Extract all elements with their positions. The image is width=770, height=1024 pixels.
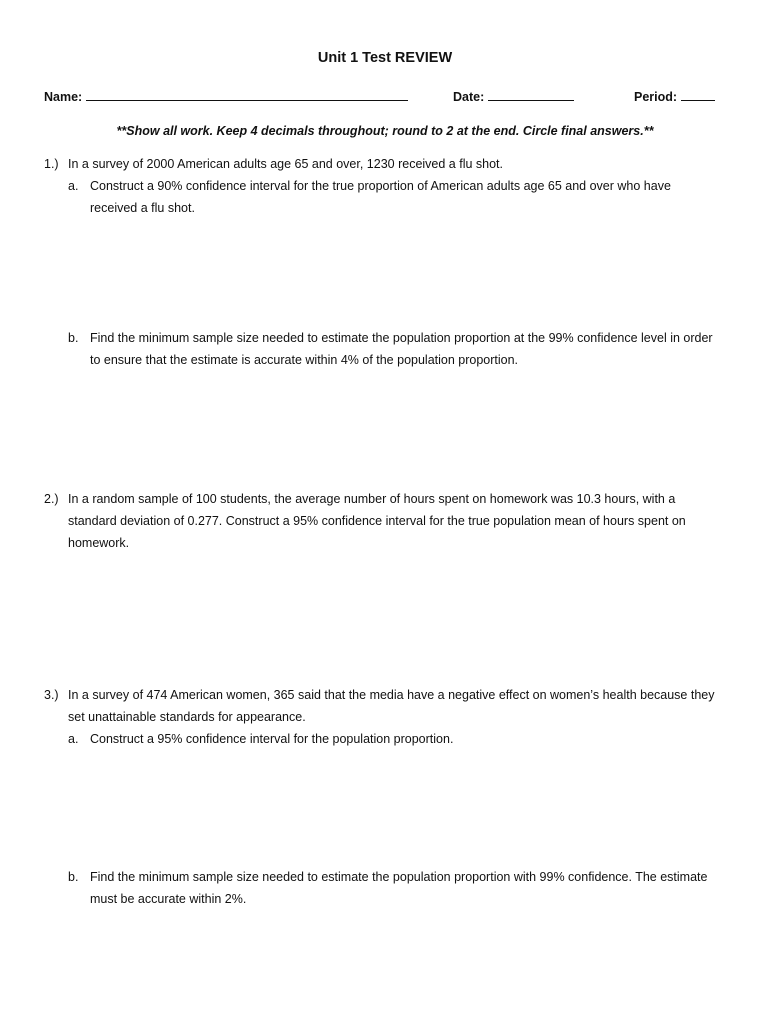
part-letter: b. (68, 870, 79, 884)
part-text: Find the minimum sample size needed to estimate the population proportion with 99% confidence. The estimate must be accurate within 2%. (90, 870, 708, 906)
name-blank-line[interactable] (86, 88, 408, 101)
part-letter: a. (68, 732, 79, 746)
period-field[interactable] (634, 88, 715, 104)
period-blank-line[interactable] (681, 88, 715, 101)
period-label: Period: (634, 90, 678, 104)
question-number: 1.) (44, 157, 59, 171)
question-1 (44, 153, 724, 175)
student-info-row (44, 88, 724, 106)
part-text: Find the minimum sample size needed to estimate the population proportion at the 99% confidence level in order to ensure that the estimate is accurate within 4% of the population proportion. (90, 331, 713, 367)
date-field[interactable] (453, 88, 574, 104)
question-3 (44, 684, 724, 728)
question-number: 2.) (44, 492, 59, 506)
part-text: Construct a 95% confidence interval for the population proportion. (90, 732, 454, 746)
question-1-part-b (68, 327, 718, 371)
page-title: Unit 1 Test REVIEW (317, 50, 453, 66)
question-3-part-b (68, 866, 718, 910)
instructions-text: **Show all work. Keep 4 decimals throughout; round to 2 at the end. Circle final answers.** (116, 124, 654, 138)
question-1-part-a (68, 175, 718, 219)
question-2 (44, 488, 724, 554)
question-text: In a random sample of 100 students, the average number of hours spent on homework was 10.3 hours, with a standard deviation of 0.277. Construct a 95% confidence interval for the true population mean of hours spent on homework. (68, 492, 686, 550)
name-field[interactable] (44, 88, 408, 104)
name-label: Name: (44, 90, 83, 104)
part-letter: b. (68, 331, 79, 345)
question-text: In a survey of 474 American women, 365 said that the media have a negative effect on women’s health because they set unattainable standards for appearance. (68, 688, 715, 724)
date-label: Date: (453, 90, 485, 104)
question-number: 3.) (44, 688, 59, 702)
question-3-part-a (68, 728, 718, 750)
part-text: Construct a 90% confidence interval for the true proportion of American adults age 65 and over who have received a flu shot. (90, 179, 671, 215)
part-letter: a. (68, 179, 79, 193)
date-blank-line[interactable] (488, 88, 574, 101)
question-text: In a survey of 2000 American adults age 65 and over, 1230 received a flu shot. (68, 157, 504, 171)
